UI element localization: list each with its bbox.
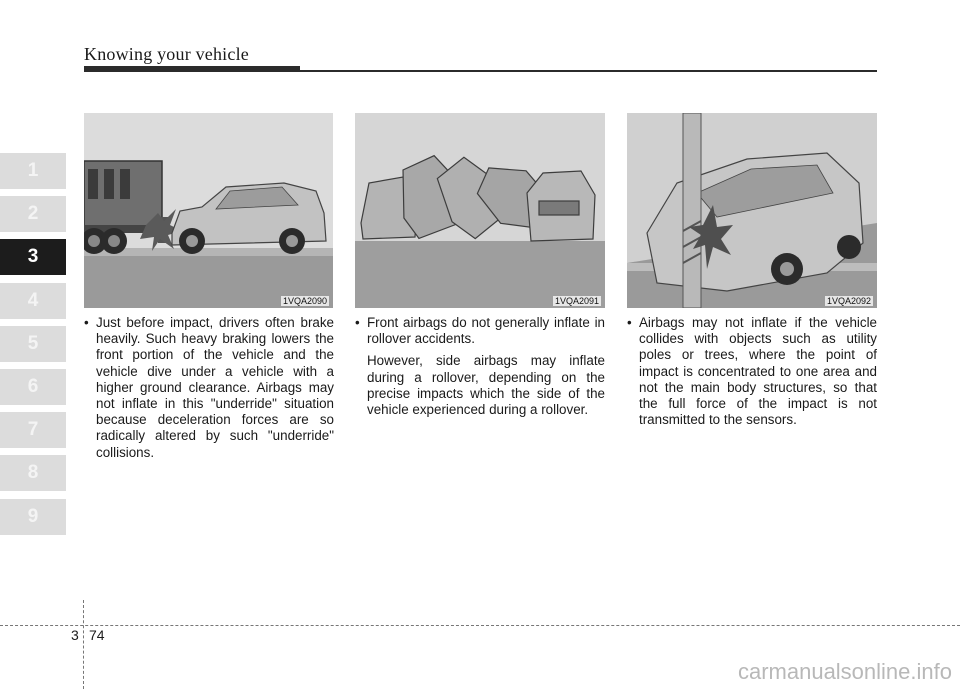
footer-divider bbox=[0, 625, 960, 626]
rollover-illustration bbox=[355, 113, 605, 308]
bullet-item bbox=[627, 315, 877, 428]
bullet-item bbox=[84, 315, 334, 461]
page-chapter-number: 3 bbox=[71, 627, 79, 643]
chapter-tab-9[interactable]: 9 bbox=[0, 499, 66, 535]
chapter-tab-1[interactable]: 1 bbox=[0, 153, 66, 189]
header-rule-thin bbox=[300, 70, 877, 72]
header-rule-thick bbox=[84, 66, 300, 72]
chapter-tab-4[interactable]: 4 bbox=[0, 283, 66, 319]
bullet-dot-icon: • bbox=[627, 315, 632, 330]
text-column-2 bbox=[355, 315, 605, 418]
bullet-text: Just before impact, drivers often brake heavily. Such heavy braking lowers the front portion of the vehicle and the vehicle dive under a vehicle with a higher ground clearance. Airbags may not inflate in this "underride" situation because deceleration forces are so radically altered by such "underride" collisions. bbox=[96, 315, 334, 460]
chapter-tabs bbox=[0, 153, 66, 542]
text-column-3 bbox=[627, 315, 877, 428]
footer-vertical-divider bbox=[83, 600, 84, 689]
chapter-tab-3[interactable]: 3 bbox=[0, 239, 66, 275]
chapter-tab-5[interactable]: 5 bbox=[0, 326, 66, 362]
page-number: 74 bbox=[89, 627, 105, 643]
bullet-dot-icon: • bbox=[84, 315, 89, 330]
figure-code: 1VQA2091 bbox=[554, 296, 599, 306]
chapter-tab-2[interactable]: 2 bbox=[0, 196, 66, 232]
bullet-item bbox=[355, 315, 605, 347]
paragraph: However, side airbags may inflate during a rollover, depending on the precise impacts which the side of the vehicle experienced during a rollover. bbox=[367, 353, 605, 418]
bullet-text: Airbags may not inflate if the vehicle collides with objects such as utility poles or trees, where the point of impact is concentrated to one area and not the main body structures, so that the full force of the impact is not transmitted to the sensors. bbox=[639, 315, 877, 428]
figure-utility-pole bbox=[627, 113, 877, 308]
figure-rollover bbox=[355, 113, 605, 308]
figure-underride bbox=[84, 113, 333, 308]
chapter-tab-6[interactable]: 6 bbox=[0, 369, 66, 405]
figure-code: 1VQA2090 bbox=[282, 296, 327, 306]
chapter-tab-7[interactable]: 7 bbox=[0, 412, 66, 448]
chapter-tab-8[interactable]: 8 bbox=[0, 455, 66, 491]
watermark: carmanualsonline.info bbox=[737, 659, 952, 684]
bullet-dot-icon: • bbox=[355, 315, 360, 330]
header-title: Knowing your vehicle bbox=[84, 44, 249, 64]
bullet-text: Front airbags do not generally inflate in rollover accidents. bbox=[367, 315, 605, 347]
utility-pole-illustration bbox=[627, 113, 877, 308]
underride-illustration bbox=[84, 113, 333, 308]
text-column-1 bbox=[84, 315, 334, 461]
figure-code: 1VQA2092 bbox=[826, 296, 871, 306]
